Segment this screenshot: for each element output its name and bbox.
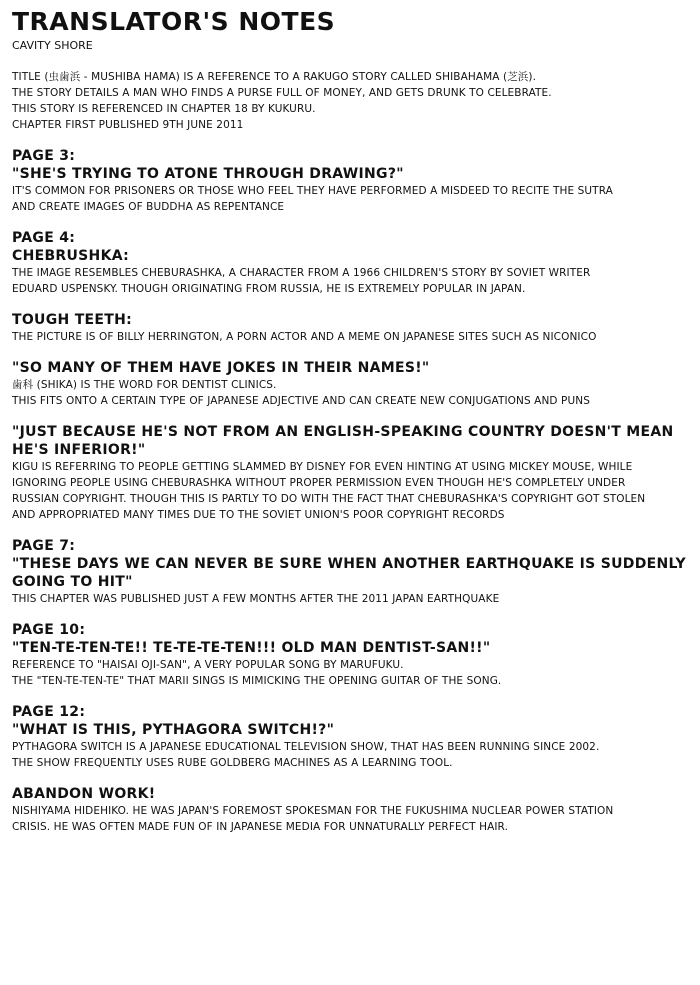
translator-notes-page: [12, 8, 688, 835]
section-heading: "TEN-TE-TEN-TE!! TE-TE-TE-TEN!!! OLD MAN DENTIST-SAN!!": [12, 640, 491, 656]
note-line: THIS CHAPTER WAS PUBLISHED JUST A FEW MONTHS AFTER THE 2011 JAPAN EARTHQUAKE: [12, 593, 500, 605]
note-line: REFERENCE TO "HAISAI OJI-SAN", A VERY POPULAR SONG BY MARUFUKU.: [12, 659, 404, 671]
note-section: [12, 785, 688, 835]
intro-block: [12, 69, 688, 133]
note-line: THE PICTURE IS OF BILLY HERRINGTON, A PORN ACTOR AND A MEME ON JAPANESE SITES SUCH AS NICONICO: [12, 331, 597, 343]
note-line: AND APPROPRIATED MANY TIMES DUE TO THE SOVIET UNION'S POOR COPYRIGHT RECORDS: [12, 509, 505, 521]
note-line: KIGU IS REFERRING TO PEOPLE GETTING SLAMMED BY DISNEY FOR EVEN HINTING AT USING MICKEY MOUSE, WHILE: [12, 461, 633, 473]
note-section: [12, 147, 688, 215]
note-section: [12, 359, 688, 409]
note-line: EDUARD USPENSKY. THOUGH ORIGINATING FROM RUSSIA, HE IS EXTREMELY POPULAR IN JAPAN.: [12, 283, 526, 295]
note-line: RUSSIAN COPYRIGHT. THOUGH THIS IS PARTLY TO DO WITH THE FACT THAT CHEBURASHKA'S COPYRIGHT GOT STOLEN: [12, 493, 646, 505]
section-heading: TOUGH TEETH:: [12, 312, 133, 328]
note-line: CRISIS. HE WAS OFTEN MADE FUN OF IN JAPANESE MEDIA FOR UNNATURALLY PERFECT HAIR.: [12, 821, 509, 833]
section-heading: "SO MANY OF THEM HAVE JOKES IN THEIR NAMES!": [12, 360, 430, 376]
intro-line: THIS STORY IS REFERENCED IN CHAPTER 18 BY KUKURU.: [12, 103, 316, 115]
section-page-label: PAGE 12:: [12, 704, 86, 720]
note-section: [12, 703, 688, 771]
note-section: [12, 229, 688, 297]
section-page-label: PAGE 7:: [12, 538, 76, 554]
section-heading: "WHAT IS THIS, PYTHAGORA SWITCH!?": [12, 722, 335, 738]
intro-line: THE STORY DETAILS A MAN WHO FINDS A PURSE FULL OF MONEY, AND GETS DRUNK TO CELEBRATE.: [12, 87, 552, 99]
chapter-subtitle: CAVITY SHORE: [12, 39, 93, 52]
intro-line: TITLE (虫歯浜 - MUSHIBA HAMA) IS A REFERENCE TO A RAKUGO STORY CALLED SHIBAHAMA (芝浜).: [12, 71, 537, 83]
intro-line: CHAPTER FIRST PUBLISHED 9TH JUNE 2011: [12, 119, 244, 131]
note-line: THIS FITS ONTO A CERTAIN TYPE OF JAPANESE ADJECTIVE AND CAN CREATE NEW CONJUGATIONS AND PUNS: [12, 395, 590, 407]
note-line: IT'S COMMON FOR PRISONERS OR THOSE WHO FEEL THEY HAVE PERFORMED A MISDEED TO RECITE THE SUTRA: [12, 185, 613, 197]
page-title: TRANSLATOR'S NOTES: [12, 7, 336, 36]
section-page-label: PAGE 4:: [12, 230, 76, 246]
note-line: THE SHOW FREQUENTLY USES RUBE GOLDBERG MACHINES AS A LEARNING TOOL.: [12, 757, 453, 769]
section-heading: "THESE DAYS WE CAN NEVER BE SURE WHEN ANOTHER EARTHQUAKE IS SUDDENLY GOING TO HIT": [12, 556, 686, 590]
section-heading: CHEBRUSHKA:: [12, 248, 130, 264]
note-section: [12, 621, 688, 689]
section-page-label: PAGE 3:: [12, 148, 76, 164]
note-line: AND CREATE IMAGES OF BUDDHA AS REPENTANCE: [12, 201, 285, 213]
note-line: THE IMAGE RESEMBLES CHEBURASHKA, A CHARACTER FROM A 1966 CHILDREN'S STORY BY SOVIET WRITER: [12, 267, 591, 279]
note-line: PYTHAGORA SWITCH IS A JAPANESE EDUCATIONAL TELEVISION SHOW, THAT HAS BEEN RUNNING SINCE 2002.: [12, 741, 600, 753]
note-line: THE "TEN-TE-TEN-TE" THAT MARII SINGS IS MIMICKING THE OPENING GUITAR OF THE SONG.: [12, 675, 502, 687]
note-line: 歯科 (SHIKA) IS THE WORD FOR DENTIST CLINICS.: [12, 379, 277, 391]
section-page-label: PAGE 10:: [12, 622, 86, 638]
section-heading: "SHE'S TRYING TO ATONE THROUGH DRAWING?": [12, 166, 404, 182]
section-heading: "JUST BECAUSE HE'S NOT FROM AN ENGLISH-SPEAKING COUNTRY DOESN'T MEAN HE'S INFERIOR!": [12, 424, 674, 458]
note-line: IGNORING PEOPLE USING CHEBURASHKA WITHOUT PROPER PERMISSION EVEN THOUGH HE'S COMPLETELY UNDER: [12, 477, 626, 489]
note-section: [12, 311, 688, 345]
note-section: [12, 423, 688, 523]
note-line: NISHIYAMA HIDEHIKO. HE WAS JAPAN'S FOREMOST SPOKESMAN FOR THE FUKUSHIMA NUCLEAR POWER STATION: [12, 805, 614, 817]
note-section: [12, 537, 688, 607]
section-heading: ABANDON WORK!: [12, 786, 156, 802]
